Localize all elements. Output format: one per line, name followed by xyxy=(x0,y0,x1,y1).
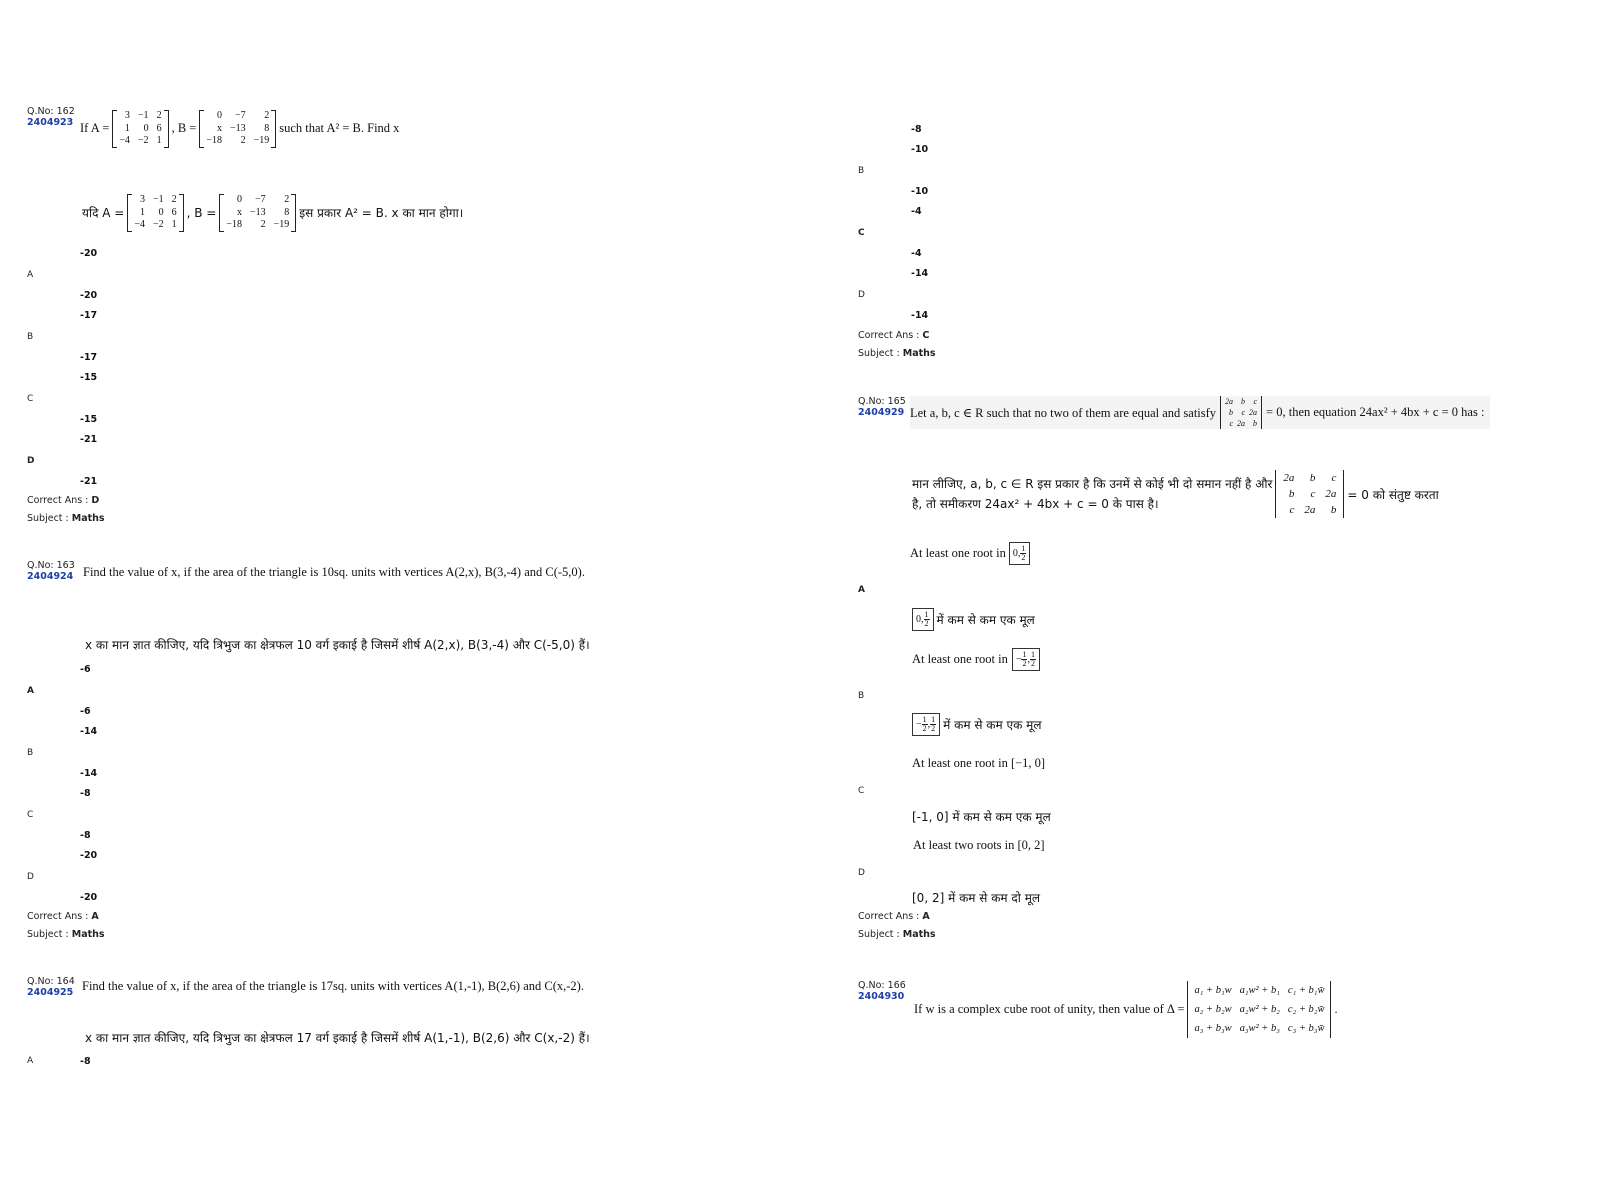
question-text-hi: x का मान ज्ञात कीजिए, यदि त्रिभुज का क्षेत्रफल 17 वर्ग इकाई है जिसमें शीर्ष A(1,-1), B(2,6) और C(x,-2) हैं। xyxy=(85,1031,590,1045)
subject-value: Maths xyxy=(902,348,936,359)
correct-answer xyxy=(27,495,99,506)
q166-en-pre: If w is a complex cube root of unity, then value of Δ = xyxy=(914,1002,1185,1016)
question-number: Q.No: 165 xyxy=(858,396,906,407)
matrix-cell: −1 xyxy=(137,110,149,121)
fraction-half xyxy=(1021,651,1027,668)
option-b-label: B xyxy=(858,166,865,176)
matrix-cell: −13 xyxy=(229,122,246,134)
option-b-en: -14 xyxy=(80,726,98,737)
option-a-label: A xyxy=(27,686,34,696)
subject-value: Maths xyxy=(71,929,105,940)
matrix-cell: 2 xyxy=(260,219,266,230)
matrix-cell: b xyxy=(1241,397,1246,406)
interval-bracket xyxy=(1009,542,1031,565)
question-number: Q.No: 166 xyxy=(858,980,906,991)
q162-hi-mid: , B = xyxy=(186,205,217,220)
matrix-row xyxy=(202,110,273,123)
matrix-row xyxy=(222,219,293,232)
q162-en-pre: If A = xyxy=(80,121,110,136)
question-text-hi: x का मान ज्ञात कीजिए, यदि त्रिभुज का क्षेत्रफल 10 वर्ग इकाई है जिसमें शीर्ष A(2,x), B(3,-4) और C(-5,0) हैं। xyxy=(85,638,590,652)
fraction-denominator: 2 xyxy=(1021,553,1026,562)
matrix-cell: 0 xyxy=(158,206,164,218)
option-c-en: At least one root in [−1, 0] xyxy=(912,756,1046,770)
matrix-row xyxy=(1278,502,1341,518)
fraction-numerator: 1 xyxy=(1022,650,1027,659)
fraction-numerator: 1 xyxy=(931,715,936,724)
q165-hi-post: = 0 को संतुष्ट करता xyxy=(1347,487,1439,502)
option-d-hi: -21 xyxy=(80,476,98,487)
question-id: 2404923 xyxy=(27,117,74,128)
fraction-numerator: 1 xyxy=(924,610,929,619)
fraction-numerator: 1 xyxy=(922,715,927,724)
matrix-cell: a₃w² + b₃ xyxy=(1239,1023,1280,1034)
matrix-cell: 2 xyxy=(171,194,177,205)
matrix-row xyxy=(130,207,180,220)
option-a-hi-text: में कम से कम एक मूल xyxy=(936,613,1035,627)
q165-hi-line2: है, तो समीकरण 24ax² + 4bx + c = 0 के पास है। xyxy=(912,497,1159,511)
fraction-half xyxy=(1020,545,1026,562)
matrix-cell: 2a xyxy=(1225,397,1234,406)
q165-en-post: = 0, then equation 24ax² + 4bx + c = 0 has : xyxy=(1266,405,1485,419)
option-b-hi: -17 xyxy=(80,352,98,363)
option-d-en: At least two roots in [0, 2] xyxy=(913,838,1045,852)
option-c-hi: -8 xyxy=(80,830,91,841)
matrix-cell: −18 xyxy=(206,135,222,146)
q166-en-post: . xyxy=(1334,1002,1338,1016)
question-id: 2404925 xyxy=(27,987,74,998)
matrix-a xyxy=(112,110,168,148)
option-a-en: -6 xyxy=(80,664,91,675)
minus-sign: − xyxy=(1015,653,1022,665)
matrix-a xyxy=(127,194,183,232)
matrix-cell: 1 xyxy=(156,135,162,146)
option-a-en: -20 xyxy=(80,248,98,259)
matrix-cell: −13 xyxy=(250,206,266,218)
matrix-cell: c xyxy=(1310,488,1316,500)
matrix-cell: 2 xyxy=(156,110,162,121)
fraction-half xyxy=(1030,651,1036,668)
matrix-b xyxy=(199,110,276,148)
question-number: Q.No: 164 xyxy=(27,976,75,987)
option-a-hi: -6 xyxy=(80,706,91,717)
option-b-en-text: At least one root in xyxy=(912,652,1008,666)
question-text-en: Find the value of x, if the area of the triangle is 10sq. units with vertices A(2,x), B(3,-4) and C(-5,0). xyxy=(83,565,585,579)
matrix-cell: 0 xyxy=(143,122,149,134)
matrix-cell: a₂ + b₂w xyxy=(1194,1004,1232,1015)
matrix-cell: 8 xyxy=(264,122,270,134)
matrix-cell: −19 xyxy=(273,219,290,230)
matrix-cell: 2a xyxy=(1283,472,1295,484)
option-b-label: B xyxy=(27,332,34,342)
correct-label: Correct Ans : xyxy=(858,330,920,341)
matrix-cell: c xyxy=(1331,472,1337,484)
q165-en-pre: Let a, b, c ∈ R such that no two of them are equal and satisfy xyxy=(910,405,1217,420)
correct-value: A xyxy=(91,911,99,922)
option-a-label: A xyxy=(27,1056,34,1066)
matrix-cell: c xyxy=(1253,397,1258,406)
subject-label: Subject : xyxy=(858,929,900,940)
interval-bracket: − $\frac{1}{2}$ , $\frac{1}{2}$ xyxy=(1012,648,1040,671)
option-d-en: -21 xyxy=(80,434,98,445)
correct-label: Correct Ans : xyxy=(858,911,920,922)
question-number: Q.No: 162 xyxy=(27,106,75,117)
q162-en-mid: , B = xyxy=(171,121,197,136)
matrix-cell: 2a xyxy=(1325,488,1337,500)
matrix-cell: 2 xyxy=(264,110,270,121)
matrix-cell: −7 xyxy=(234,110,246,121)
subject-label: Subject : xyxy=(858,348,900,359)
matrix-cell: 1 xyxy=(171,219,177,230)
matrix-row xyxy=(115,110,165,123)
matrix-cell: −2 xyxy=(137,135,149,146)
fraction-denominator: 2 xyxy=(1022,659,1027,668)
matrix-cell: −18 xyxy=(226,219,242,230)
matrix-cell: 8 xyxy=(284,206,290,218)
option-c-en: -15 xyxy=(80,372,98,383)
option-b-hi: -10 xyxy=(911,186,929,197)
subject xyxy=(27,513,105,524)
matrix-cell: c₁ + b₁w̄ xyxy=(1287,985,1325,996)
matrix-cell: −4 xyxy=(134,219,145,230)
fraction-half xyxy=(924,611,930,628)
option-b-hi xyxy=(912,713,1041,736)
determinant xyxy=(1187,981,1331,1038)
fraction-half xyxy=(930,716,936,733)
option-a-en: -8 xyxy=(80,1056,91,1067)
option-b-en xyxy=(912,648,1040,671)
matrix-row xyxy=(202,135,273,148)
matrix-cell: −7 xyxy=(255,194,266,205)
matrix-row xyxy=(1190,1019,1328,1038)
interval-bracket: − $\frac{1}{2}$ , $\frac{1}{2}$ xyxy=(912,713,940,736)
matrix-cell: −4 xyxy=(119,135,130,146)
matrix-cell: a₁w² + b₁ xyxy=(1239,985,1280,996)
matrix-cell: 1 xyxy=(124,122,130,134)
fraction-denominator: 2 xyxy=(931,724,936,733)
matrix-cell: c xyxy=(1241,408,1246,417)
interval-zero: 0, xyxy=(1012,547,1021,559)
matrix-row xyxy=(115,135,165,148)
correct-value: C xyxy=(922,330,930,341)
option-a-label: A xyxy=(858,585,865,595)
option-d-label: D xyxy=(858,290,865,300)
matrix-row xyxy=(222,194,293,207)
q162-hi-post: इस प्रकार A² = B. x का मान होगा। xyxy=(299,206,464,221)
option-a-hi: -20 xyxy=(80,290,98,301)
question-number: Q.No: 163 xyxy=(27,560,75,571)
interval-bracket xyxy=(912,608,934,631)
matrix-row xyxy=(1278,470,1341,486)
matrix-cell: 6 xyxy=(156,122,162,134)
option-b-hi: -14 xyxy=(80,768,98,779)
option-a-hi xyxy=(912,608,1035,631)
matrix-cell: b xyxy=(1229,408,1234,417)
matrix-cell: x xyxy=(216,122,222,134)
matrix-row xyxy=(1278,486,1341,502)
matrix-cell: x xyxy=(237,206,242,218)
option-c-label: C xyxy=(858,228,865,238)
matrix-cell: 2 xyxy=(240,135,246,146)
option-c-hi: [-1, 0] में कम से कम एक मूल xyxy=(912,810,1051,824)
matrix-row xyxy=(1223,396,1259,407)
matrix-cell: 3 xyxy=(139,194,145,205)
correct-answer xyxy=(858,911,930,922)
correct-value: D xyxy=(91,495,100,506)
matrix-cell: 0 xyxy=(237,194,242,205)
matrix-row xyxy=(1223,418,1259,429)
matrix-row xyxy=(115,123,165,136)
fraction-denominator: 2 xyxy=(924,619,929,628)
option-b-hi-text: में कम से कम एक मूल xyxy=(943,718,1042,732)
option-c-label: C xyxy=(858,786,865,796)
minus-sign: − xyxy=(916,718,922,730)
correct-value: A xyxy=(922,911,930,922)
matrix-cell: a₂w² + b₂ xyxy=(1239,1004,1280,1015)
option-c-hi: -4 xyxy=(911,248,922,259)
option-d-hi: -14 xyxy=(911,310,929,321)
matrix-cell: 6 xyxy=(171,206,177,218)
matrix-cell: 0 xyxy=(216,110,222,121)
question-text-en: Find the value of x, if the area of the triangle is 17sq. units with vertices A(1,-1), B(2,6) and C(x,-2). xyxy=(82,979,584,993)
option-d-hi: [0, 2] में कम से कम दो मूल xyxy=(912,891,1041,905)
option-d-label: D xyxy=(27,872,34,882)
question-id: 2404929 xyxy=(858,407,905,418)
matrix-cell: c₃ + b₃w̄ xyxy=(1287,1023,1325,1034)
option-b-label: B xyxy=(27,748,34,758)
matrix-cell: −2 xyxy=(152,219,164,230)
correct-answer xyxy=(27,911,99,922)
fraction-numerator: 1 xyxy=(1021,544,1026,553)
matrix-row xyxy=(1223,407,1259,418)
q165-hi-line1: मान लीजिए, a, b, c ∈ R इस प्रकार है कि उनमें से कोई भी दो समान नहीं है और xyxy=(912,477,1273,491)
fraction-denominator: 2 xyxy=(922,724,927,733)
matrix-row xyxy=(202,123,273,136)
option-c-en: -4 xyxy=(911,206,922,217)
matrix-cell: a₃ + b₃w xyxy=(1194,1023,1232,1034)
determinant xyxy=(1275,470,1344,518)
subject-label: Subject : xyxy=(27,513,69,524)
fraction-numerator: 1 xyxy=(1030,650,1035,659)
subject xyxy=(858,929,936,940)
correct-label: Correct Ans : xyxy=(27,495,89,506)
option-b-label: B xyxy=(858,691,865,701)
question-text-hi xyxy=(82,194,463,232)
question-id: 2404930 xyxy=(858,991,905,1002)
matrix-b xyxy=(219,194,296,232)
interval-zero: 0, xyxy=(916,613,924,625)
matrix-cell: b xyxy=(1253,419,1258,428)
matrix-cell: a₁ + b₁w xyxy=(1194,985,1232,996)
question-text-en xyxy=(80,110,399,148)
matrix-cell: −19 xyxy=(253,135,270,146)
option-d-en: -14 xyxy=(911,268,929,279)
correct-label: Correct Ans : xyxy=(27,911,89,922)
correct-answer xyxy=(858,330,929,341)
matrix-row xyxy=(1190,981,1328,1000)
option-b-en: -17 xyxy=(80,310,98,321)
option-a-en xyxy=(910,542,1030,565)
option-d-label: D xyxy=(858,868,865,878)
matrix-cell: 1 xyxy=(139,206,145,218)
matrix-row xyxy=(1190,1000,1328,1019)
question-text-hi xyxy=(912,470,1439,518)
matrix-cell: b xyxy=(1288,488,1295,500)
matrix-cell: 2 xyxy=(284,194,290,205)
fraction-denominator: 2 xyxy=(1030,659,1035,668)
matrix-row xyxy=(222,207,293,220)
option-b-en: -10 xyxy=(911,144,929,155)
option-a-hi: -8 xyxy=(911,124,922,135)
question-id: 2404924 xyxy=(27,571,74,582)
subject xyxy=(858,348,936,359)
determinant xyxy=(1220,396,1262,429)
subject-label: Subject : xyxy=(27,929,69,940)
question-text-en xyxy=(914,981,1338,1038)
option-c-en: -8 xyxy=(80,788,91,799)
matrix-cell: 2a xyxy=(1304,504,1316,516)
fraction-half xyxy=(922,716,928,733)
subject-value: Maths xyxy=(902,929,936,940)
matrix-cell: 3 xyxy=(124,110,130,121)
question-text-en xyxy=(910,396,1490,429)
option-d-hi: -20 xyxy=(80,892,98,903)
matrix-cell: c xyxy=(1229,419,1234,428)
option-d-label: D xyxy=(27,456,35,466)
matrix-cell: c₂ + b₂w̄ xyxy=(1287,1004,1325,1015)
option-a-label: A xyxy=(27,270,34,280)
matrix-cell: b xyxy=(1309,472,1316,484)
q162-hi-pre: यदि A = xyxy=(82,206,125,221)
subject xyxy=(27,929,105,940)
matrix-cell: b xyxy=(1330,504,1337,516)
q162-en-post: such that A² = B. Find x xyxy=(279,121,400,136)
option-d-en: -20 xyxy=(80,850,98,861)
matrix-cell: −1 xyxy=(152,194,164,205)
matrix-cell: 2a xyxy=(1237,419,1246,428)
matrix-cell: 2a xyxy=(1249,408,1258,417)
matrix-row xyxy=(130,194,180,207)
option-c-hi: -15 xyxy=(80,414,98,425)
option-a-en-text: At least one root in xyxy=(910,546,1006,560)
q165-hi-lines xyxy=(912,474,1272,514)
matrix-cell: c xyxy=(1289,504,1295,516)
matrix-row xyxy=(130,219,180,232)
subject-value: Maths xyxy=(71,513,105,524)
option-c-label: C xyxy=(27,810,34,820)
option-c-label: C xyxy=(27,394,34,404)
